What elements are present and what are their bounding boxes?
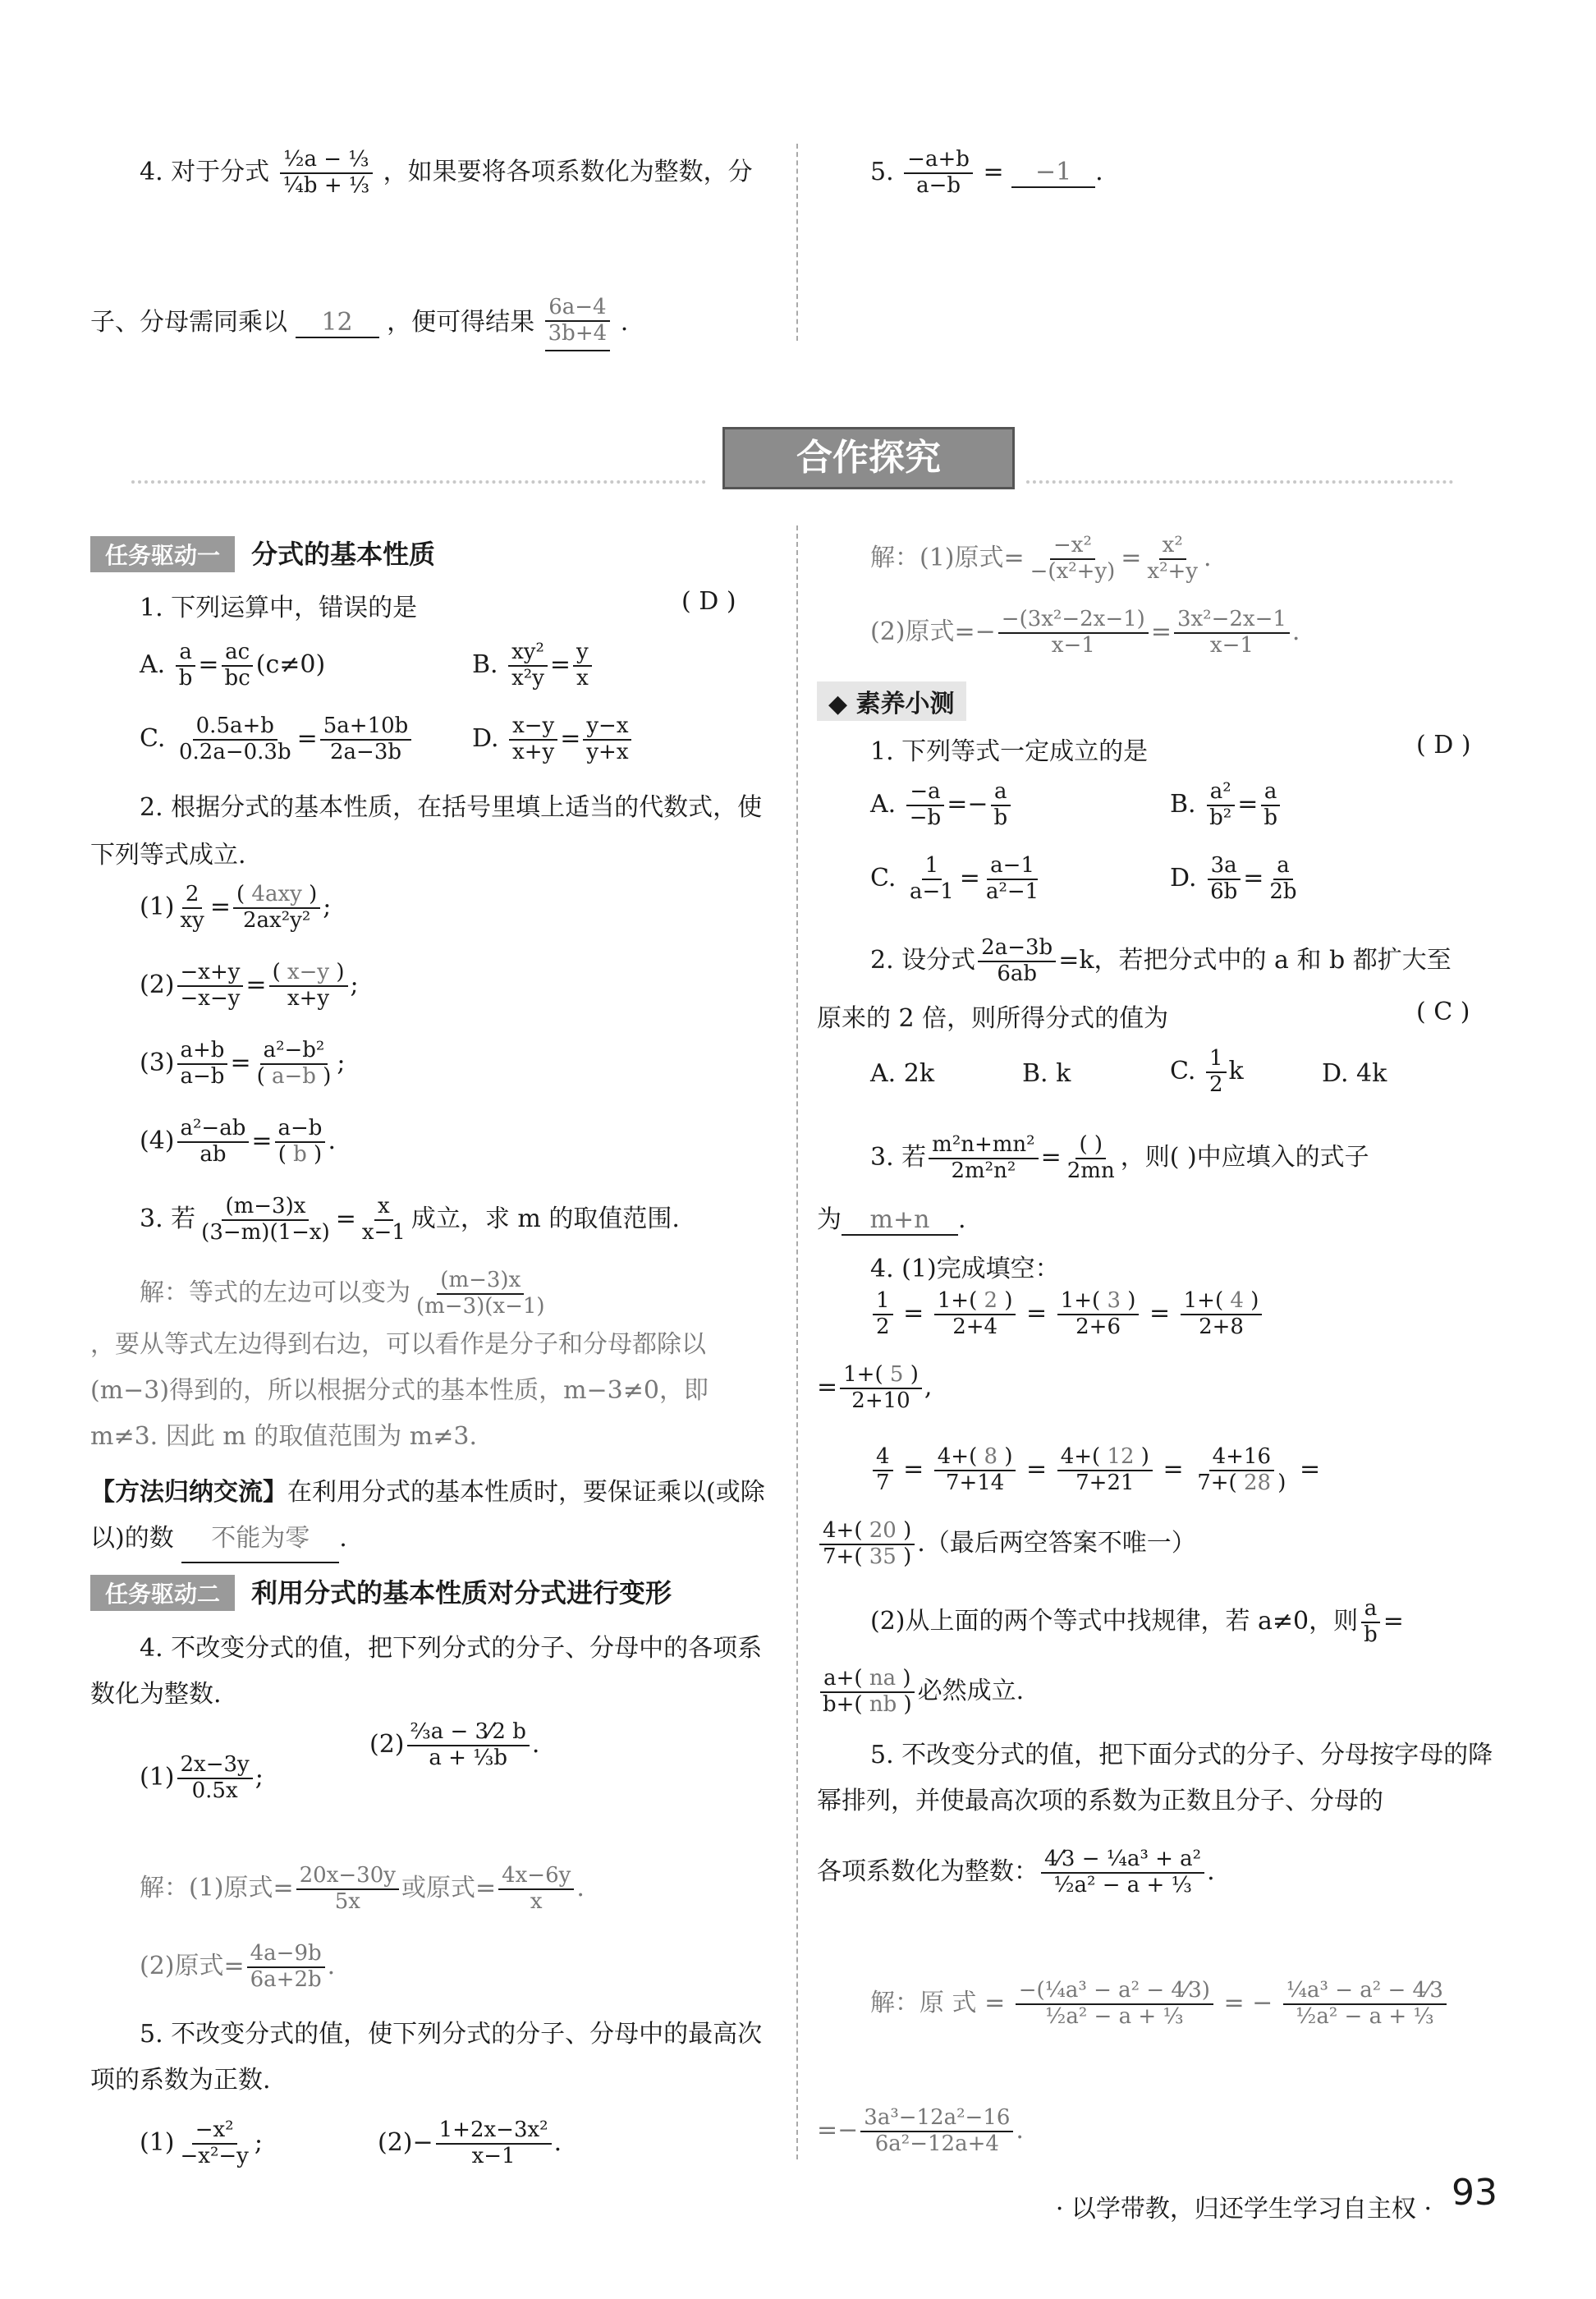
right-p1-answer: ( D )	[1416, 731, 1471, 759]
task1-q1-opt-b: B. $\frac{\text{xy²}}{\text{x²y}}$ = $\frac{y}{x}$	[472, 640, 594, 691]
top-q5: 5. $\frac{-a+b}{a-b}$ = −1 .	[870, 147, 1103, 198]
task2-q5-1: (1) $\frac{\text{−x²}}{\text{−x²−y}}$ ;	[140, 2118, 263, 2168]
task1-q2-4: (4) $\frac{\text{a²−ab}}{ab}$ = $\frac{a-b}{( b )}$ .	[140, 1116, 336, 1167]
right-p4: 4. (1)完成填空：	[870, 1255, 1060, 1283]
task1-q1-answer: ( D )	[681, 587, 736, 616]
column-divider-top	[796, 144, 799, 341]
task1-q3-solution-body: ，要从等式左边得到右边，可以看作是分子和分母都除以(m−3)得到的，所以根据分式的基本性质，m−3≠0，即 m≠3. 因此 m 的取值范围为 m≠3.	[90, 1330, 709, 1451]
q5-answer-blank[interactable]: −1	[1011, 158, 1095, 188]
right-p5-solution-2: =− $\frac{\text{3a³−12a²−16}}{\text{6a²−12a+4}}$ .	[817, 2105, 1024, 2156]
banner-dots-right	[1026, 480, 1453, 484]
right-p2-opt-d: D. 4k	[1322, 1059, 1387, 1088]
task2-header: 任务驱动二 利用分式的基本性质对分式进行变形	[90, 1572, 672, 1611]
q4-answer-blank-1[interactable]: 12	[296, 308, 379, 338]
section-banner: 合作探究	[722, 427, 1015, 489]
task1-q3: 3. 若 $\frac{(m-3)x}{(3-m)(1-x)}$ = $\frac{x}{x-1}$ 成立，求 m 的取值范围.	[140, 1194, 680, 1245]
right-p2-answer: ( C )	[1416, 998, 1470, 1026]
task1-header: 任务驱动一 分式的基本性质	[90, 534, 435, 572]
task2-q4-1: (1) $\frac{2x-3y}{0.5x}$ ;	[140, 1752, 264, 1803]
right-p2-line2: 原来的 2 倍，则所得分式的值为	[817, 1004, 1169, 1033]
right-p2-opt-a: A. 2k	[870, 1059, 935, 1088]
right-p4-row2: = $\frac{1+( 5 )}{2+10}$ ,	[817, 1362, 933, 1413]
task1-q1: 1. 下列运算中，错误的是	[140, 594, 418, 622]
task2-q5-2: (2)− $\frac{\text{1+2x−3x²}}{x-1}$ .	[378, 2118, 562, 2168]
right-sol-2: (2)原式=− $\frac{\text{−(3x²−2x−1)}}{x-1}$ = $\frac{\text{3x²−2x−1}}{x-1}$ .	[870, 607, 1300, 658]
right-p4-part2: (2)从上面的两个等式中找规律，若 a≠0，则 $\frac{a}{b}$ =	[870, 1596, 1404, 1647]
q4-answer-blank-2[interactable]: $\frac{6a-4}{3b+4}$	[545, 296, 611, 351]
right-p2-opt-b: B. k	[1022, 1059, 1071, 1088]
suyang-heading: ◆ 素养小测	[817, 681, 966, 721]
right-sol-1: 解：(1)原式= $\frac{\text{−x²}}{\text{−(x²+y)}}$ = $\frac{\text{x²}}{\text{x²+y}}$ .	[870, 533, 1212, 584]
top-q4-line2: 子、分母需同乘以 12 ，便可得结果 $\frac{6a-4}{3b+4}$ .	[90, 296, 628, 351]
task2-q4-2: (2) $\frac{\text{⅔a − 3⁄2 b}}{\text{a + ⅓b}}$ .	[369, 1719, 540, 1770]
right-p1-opt-d: D. $\frac{3a}{6b}$ = $\frac{a}{2b}$	[1170, 853, 1297, 904]
right-p4-row4: $\frac{4+( 20 )}{7+( 35 )}$ .（最后两空答案不唯一）	[817, 1519, 1196, 1570]
right-p1-opt-c: C. $\frac{1}{a-1}$ = $\frac{a-1}{\text{a²−1}}$	[870, 853, 1039, 904]
right-p1: 1. 下列等式一定成立的是	[870, 737, 1149, 766]
task1-q2-2: (2) $\frac{-x+y}{-x-y}$ = $\frac{( x-y )}{x+y}$ ;	[140, 960, 359, 1011]
task1-q2: 2. 根据分式的基本性质，在括号里填上适当的代数式，使下列等式成立.	[90, 793, 763, 870]
footer-motto: · 以学带教，归还学生学习自主权 ·	[1055, 2195, 1432, 2223]
right-p1-opt-b: B. $\frac{\text{a²}}{\text{b²}}$ = $\frac{a}{b}$	[1170, 780, 1283, 831]
right-p2-opt-c: C. $\frac{1}{2}$ k	[1170, 1046, 1244, 1097]
right-p2: 2. 设分式 $\frac{2a-3b}{6ab}$ =k，若把分式中的 a 和 b 都扩大至	[870, 935, 1452, 986]
task1-q1-opt-c: C. $\frac{0.5a+b}{0.2a-0.3b}$ = $\frac{5a+10b}{2a-3b}$	[140, 714, 414, 765]
task1-q1-opt-d: D. $\frac{x-y}{x+y}$ = $\frac{y-x}{y+x}$	[472, 714, 634, 765]
task1-method: 【方法归纳交流】在利用分式的基本性质时，要保证乘以(或除以)的数 不能为零 .	[90, 1470, 772, 1563]
diamond-icon: ◆	[828, 690, 856, 718]
task1-q1-opt-a: A. $\frac{a}{b}$ = $\frac{ac}{bc}$ (c≠0)	[140, 640, 326, 691]
right-p3-line2: 为 m+n .	[817, 1205, 966, 1234]
top-q4-line1: 4. 对于分式 $\frac{\text{½a − ⅓}}{\text{¼b + ⅓}}$ ，如果要将各项系数化为整数，分	[140, 147, 753, 198]
p3-answer-blank[interactable]: m+n	[842, 1205, 958, 1236]
right-p4-part2-line2: $\frac{a+( na )}{b+( nb )}$ 必然成立.	[817, 1667, 1024, 1718]
banner-dots-left	[131, 480, 706, 484]
right-p1-opt-a: A. $\frac{-a}{-b}$ =− $\frac{a}{b}$	[870, 780, 1013, 831]
right-p4-row3: $\frac{4}{7}$ = $\frac{4+( 8 )}{7+14}$ = $\frac{4+( 12 )}{7+21}$ = $\frac{4+16}{7+( 28 )}$ =	[870, 1445, 1320, 1496]
task2-q5: 5. 不改变分式的值，使下列分式的分子、分母中的最高次项的系数为正数.	[90, 2020, 763, 2095]
task1-q2-3: (3) $\frac{a+b}{a-b}$ = $\frac{\text{a²−b²}}{( a-b )}$ ;	[140, 1038, 346, 1089]
right-p5-solution: 解：原 式 = $\frac{\text{−(¼a³ − a² − 4⁄3)}}{\text{½a² − a + ⅓}}$ = − $\frac{\text{¼a³ − a² − 4⁄3}}{\text{½a² − a + ⅓}}$	[870, 1979, 1449, 2030]
right-p5: 5. 不改变分式的值，把下面分式的分子、分母按字母的降幂排列，并使最高次项的系数为正数且分子、分母的	[817, 1741, 1493, 1815]
page-number: 93	[1452, 2172, 1497, 2214]
task2-q4-solution-1: 解：(1)原式= $\frac{20x-30y}{5x}$ 或原式= $\frac{4x-6y}{x}$ .	[140, 1863, 585, 1914]
method-answer-blank[interactable]: 不能为零	[181, 1516, 339, 1563]
right-p3: 3. 若 $\frac{\text{m²n+mn²}}{\text{2m²n²}}$ = $\frac{( )}{2mn}$ ，则( )中应填入的式子	[870, 1132, 1369, 1183]
task2-q4-solution-2: (2)原式= $\frac{4a-9b}{6a+2b}$ .	[140, 1941, 336, 1992]
right-p5-line2: 各项系数化为整数： $\frac{\text{4⁄3 − ¼a³ + a²}}{\text{½a² − a + ⅓}}$ .	[817, 1847, 1215, 1897]
right-p4-row1: $\frac{1}{2}$ = $\frac{1+( 2 )}{2+4}$ = $\frac{1+( 3 )}{2+6}$ = $\frac{1+( 4 )}{2+8}$	[870, 1289, 1264, 1340]
task1-q2-1: (1) $\frac{2}{xy}$ = $\frac{\text{( 4axy )}}{\text{2ax²y²}}$ ;	[140, 882, 332, 933]
task2-q4: 4. 不改变分式的值，把下列分式的分子、分母中的各项系数化为整数.	[90, 1634, 763, 1709]
task1-q3-solution-head: 解：等式的左边可以变为 $\frac{(m-3)x}{(m-3)(x-1)}$	[140, 1268, 545, 1319]
column-divider-main	[796, 525, 799, 2159]
